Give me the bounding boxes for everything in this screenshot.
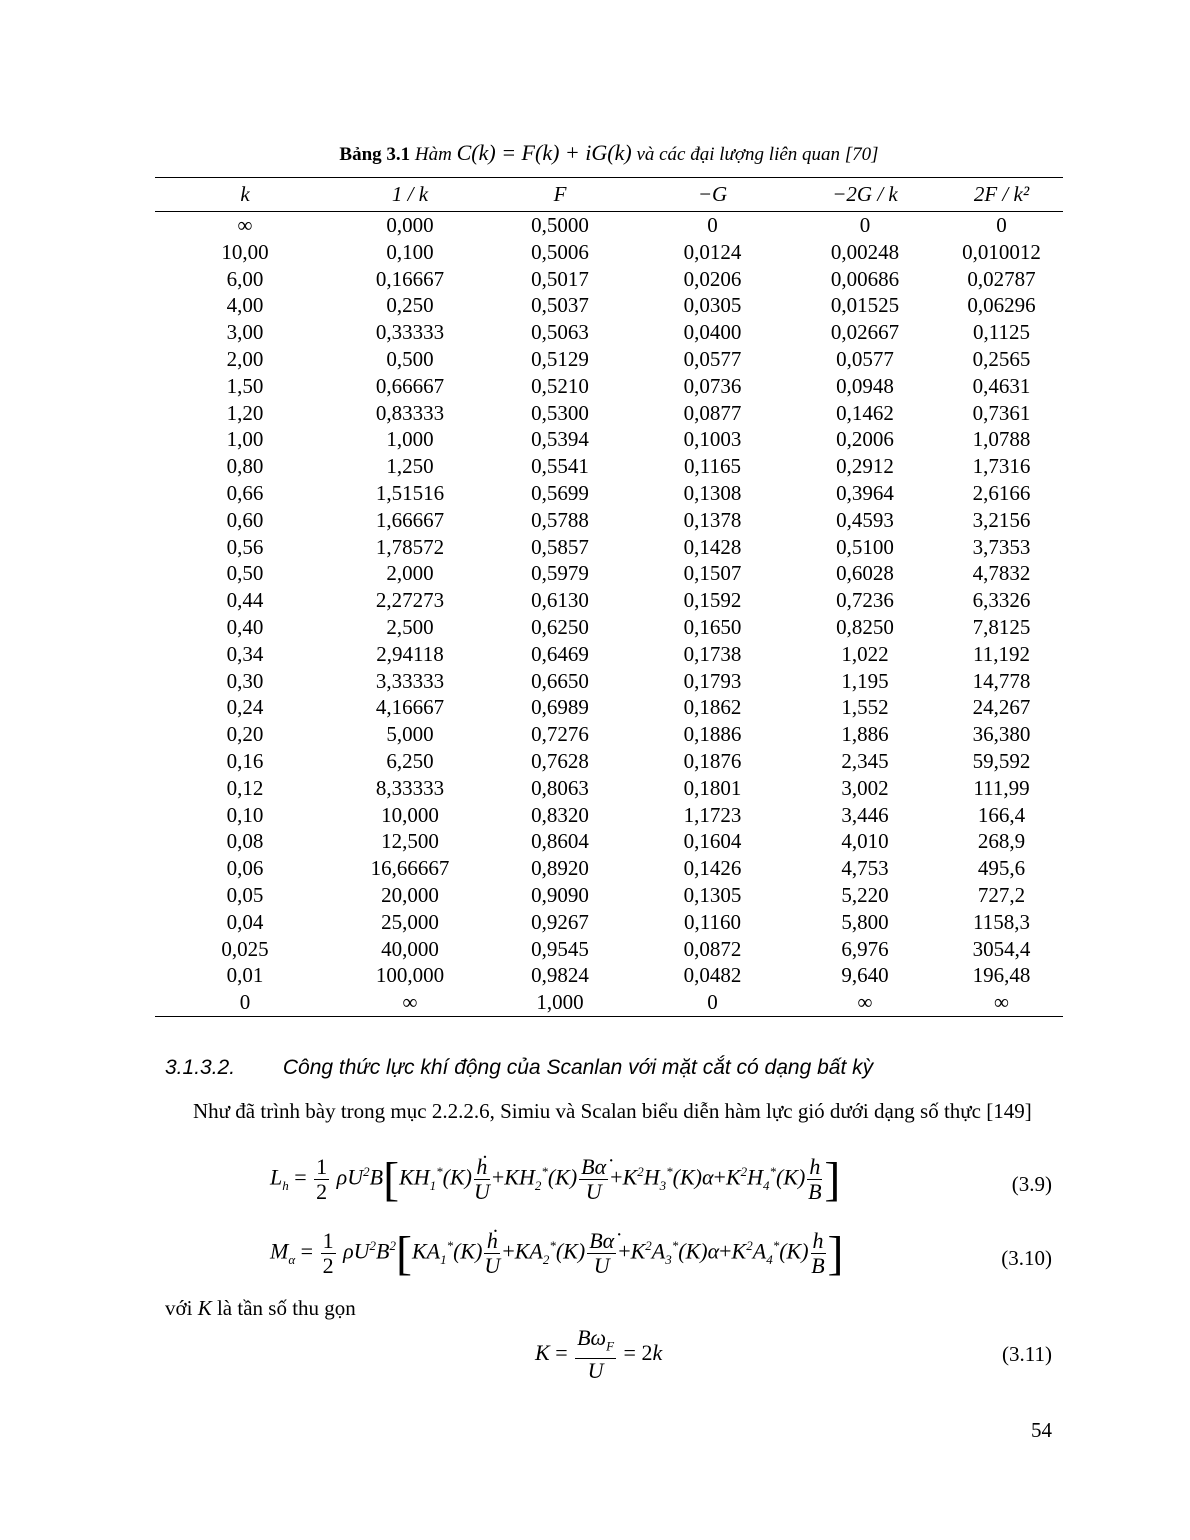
table-cell: 7,8125 [972, 614, 1031, 639]
table-cell: 0,100 [386, 239, 434, 264]
table-cell: 0,33333 [375, 320, 445, 345]
table-cell: 0,06296 [967, 293, 1036, 318]
table-cell: 0,7236 [836, 588, 894, 613]
table-cell: 0,02787 [967, 266, 1036, 291]
table-cell: 0,1801 [683, 775, 742, 800]
table-cell: 0,0305 [683, 293, 742, 318]
table-cell: 6,976 [841, 936, 889, 961]
table-row [155, 587, 1063, 614]
table-cell: 0,6989 [531, 695, 589, 720]
table-cell: 0,2565 [972, 346, 1031, 371]
table-cell: 0,9267 [531, 909, 589, 934]
table-cell: 0,5699 [531, 480, 589, 505]
table-cell: 0,1862 [683, 695, 742, 720]
mid-prefix: với [165, 1296, 193, 1320]
table-row [155, 748, 1063, 775]
table-cell: 1,00 [226, 427, 264, 452]
table-cell: 59,592 [972, 748, 1031, 773]
table-row [155, 400, 1063, 427]
equation-3-10-label: (3.10) [1001, 1246, 1052, 1270]
table-cell: 3,446 [841, 802, 889, 827]
table-cell: 2,000 [386, 561, 434, 586]
table-cell: 0,0877 [683, 400, 742, 425]
table-cell: 10,000 [381, 802, 439, 827]
header-f: F [485, 178, 635, 212]
table-row [155, 480, 1063, 507]
section-title: Công thức lực khí động của Scanlan với mặt cắt có dạng bất kỳ [282, 1056, 874, 1079]
table-cell: 36,380 [972, 722, 1031, 747]
table-cell: 0,08 [226, 829, 264, 854]
table-cell: 3,00 [226, 320, 264, 345]
table-cell: 0,1886 [683, 722, 742, 747]
table-cell: 0,0482 [683, 963, 742, 988]
table-cell: 0,6028 [836, 561, 894, 586]
table-cell: 111,99 [973, 775, 1030, 800]
table-cell: 0,8320 [531, 802, 589, 827]
table-cell: 0,1793 [683, 668, 742, 693]
body-paragraph: Như đã trình bày trong mục 2.2.2.6, Simiu và Scalan biểu diễn hàm lực gió dưới dạng số thực [149] [193, 1099, 1032, 1123]
table-cell: 0,1426 [683, 856, 742, 881]
table-cell: 0,5006 [531, 239, 589, 264]
table-cell: 0,010012 [962, 239, 1041, 264]
table-cell: 0,025 [221, 936, 269, 961]
table-cell: 5,000 [386, 722, 434, 747]
table-cell: 0,50 [226, 561, 264, 586]
table-cell: 1,51516 [375, 480, 445, 505]
table-cell: 1,022 [841, 641, 889, 666]
table-row [155, 641, 1063, 668]
table-cell: 4,7832 [972, 561, 1031, 586]
table-cell: 1,20 [226, 400, 264, 425]
table-cell: 0,7628 [531, 748, 589, 773]
table-cell: 0,10 [226, 802, 264, 827]
table-cell: 0,20 [226, 722, 264, 747]
table-cell: 0,66 [226, 480, 264, 505]
table-cell: 0,5037 [531, 293, 589, 318]
table-cell: 0,44 [226, 588, 264, 613]
page-number: 54 [1031, 1418, 1052, 1442]
table-cell: 495,6 [977, 856, 1026, 881]
table-cell: 0,6130 [531, 588, 589, 613]
table-cell: 0,5541 [531, 454, 589, 479]
table-cell: 0 [635, 989, 790, 1016]
table-row [155, 882, 1063, 909]
table-cell: 1,886 [841, 722, 889, 747]
table-cell: 1,000 [386, 427, 434, 452]
table-cell: ∞ [335, 989, 485, 1016]
table-row [155, 534, 1063, 561]
table-row [155, 962, 1063, 989]
table-cell: 25,000 [381, 909, 439, 934]
table-cell: 0,40 [226, 614, 264, 639]
table-cell: 0,5210 [531, 373, 589, 398]
table-cell: 1,66667 [375, 507, 445, 532]
equation-3-9: $L_h$ = $\frac{1}{2}$ $\rho U^2B[KH_1^*(K)$ $\frac{\text{ḣ}}{U}$ $+KH_2^*(K)$ $\frac{B\alphȧ}{U}$ $+K^2H_3^*(K)\alpha+K^2H_4^*(K)$ $\frac{h}{B}$ ] [270, 1153, 841, 1206]
equation-3-10: $M_\alpha$ = $\frac{1}{2}$ $\rho U^2B^2[KA_1^*(K)$ $\frac{\text{ḣ}}{U}$ $+KA_2^*(K)$ $\frac{B\alphȧ}{U}$ $+K^2A_3^*(K)\alpha+K^2A_4^*(K)$ $\frac{h}{B}$ ] [270, 1227, 844, 1280]
table-cell: 0,0872 [683, 936, 742, 961]
table-cell: 0,1305 [683, 882, 742, 907]
table-cell: 268,9 [977, 829, 1026, 854]
table-cell: 40,000 [381, 936, 439, 961]
table-cell: 0,30 [226, 668, 264, 693]
table-cell: 0,5129 [531, 346, 589, 371]
caption-prefix: Hàm [414, 144, 452, 165]
table-cell: 1,7316 [972, 454, 1031, 479]
table-cell: 0,34 [226, 641, 264, 666]
table-cell: 0,2912 [836, 454, 894, 479]
equation-3-11-label: (3.11) [1002, 1342, 1052, 1366]
table-row [155, 239, 1063, 266]
table-cell: 1,0788 [972, 427, 1031, 452]
header-inv-k: 1 / k [335, 178, 485, 212]
table-cell: 0,83333 [375, 400, 445, 425]
table-cell: 0,1462 [836, 400, 894, 425]
header-neg-g: −G [635, 178, 790, 212]
table-cell: 196,48 [972, 963, 1031, 988]
table-cell: 0,0124 [683, 239, 742, 264]
table-cell: 0,06 [226, 856, 264, 881]
table-cell: 0,9545 [531, 936, 589, 961]
table-cell: 0,66667 [375, 373, 445, 398]
table-cell: 0,1003 [683, 427, 742, 452]
table-cell: 0 [155, 989, 335, 1016]
table-cell: 0,16 [226, 748, 264, 773]
table-cell: 0,1165 [684, 454, 741, 479]
header-k: k [155, 178, 335, 212]
table-row [155, 212, 1063, 239]
table-cell: 0,5300 [531, 400, 589, 425]
reduced-frequency-text [165, 1296, 356, 1321]
table-row [155, 373, 1063, 400]
table-cell: 2,6166 [972, 480, 1031, 505]
table-cell: ∞ [790, 989, 940, 1016]
mid-var: K [197, 1296, 212, 1320]
table-cell: 0 [859, 213, 871, 237]
table-cell: 20,000 [381, 882, 439, 907]
table-cell: 0,1507 [683, 561, 742, 586]
table-cell: 0,0577 [683, 346, 742, 371]
table-cell: 3,33333 [375, 668, 445, 693]
table-cell: 0,8063 [531, 775, 589, 800]
table-caption [155, 140, 1063, 166]
table-cell: 11,192 [973, 641, 1030, 666]
table-cell: 0,1592 [683, 588, 742, 613]
section-number: 3.1.3.2. [165, 1056, 236, 1079]
table-cell: 5,220 [841, 882, 889, 907]
table-cell: 10,00 [221, 239, 269, 264]
table-cell: 5,800 [841, 909, 889, 934]
table-cell: 0,8920 [531, 856, 589, 881]
caption-label: Bảng 3.1 [339, 144, 411, 165]
table-row [155, 346, 1063, 373]
table-cell: 14,778 [972, 668, 1031, 693]
table-cell: 0,0577 [836, 346, 894, 371]
table-cell: 24,267 [972, 695, 1031, 720]
table-cell: 1,1723 [683, 802, 742, 827]
table-cell: 1,000 [485, 989, 635, 1016]
table-cell: 0,5788 [531, 507, 589, 532]
table-cell: 4,00 [226, 293, 264, 318]
table-cell: 0,9824 [531, 963, 589, 988]
table-cell: 0,01 [226, 963, 264, 988]
section-heading [165, 1056, 873, 1080]
table-cell: 2,00 [226, 346, 264, 371]
caption-suffix: và các đại lượng liên quan [70] [636, 144, 879, 165]
table-cell: 3054,4 [972, 936, 1031, 961]
table-cell: 0,0206 [683, 266, 742, 291]
table-cell: 0,4631 [972, 373, 1031, 398]
table-cell: 1,552 [841, 695, 889, 720]
table-row [155, 909, 1063, 936]
table-row [155, 426, 1063, 453]
equation-3-11: K = $\frac{B\omega_F}{U}$ = 2k [535, 1325, 663, 1384]
table-cell: 6,3326 [972, 588, 1031, 613]
table-cell: 4,753 [841, 856, 889, 881]
table-cell: 0,1160 [684, 909, 741, 934]
table-cell: 6,250 [386, 748, 434, 773]
table-cell: 9,640 [841, 963, 889, 988]
table-row [155, 775, 1063, 802]
header-2f-over-k2: 2F / k² [940, 178, 1063, 212]
caption-formula: C(k) = F(k) + iG(k) [456, 140, 632, 165]
table-row [155, 560, 1063, 587]
header-neg-2g-over-k: −2G / k [790, 178, 940, 212]
table-cell: 1158,3 [973, 909, 1030, 934]
table-cell: 8,33333 [375, 775, 445, 800]
table-cell: 0,16667 [375, 266, 445, 291]
table-cell: 0,8250 [836, 614, 894, 639]
table-cell: 0,0400 [683, 320, 742, 345]
table-cell: 0,0736 [683, 373, 742, 398]
data-table [155, 177, 1063, 1017]
table-row [155, 614, 1063, 641]
table-cell: 0 [707, 213, 718, 237]
table-row [155, 802, 1063, 829]
table-body [155, 212, 1063, 1017]
table-cell: 0,6650 [531, 668, 589, 693]
table-cell: 0,500 [386, 346, 434, 371]
table-cell: 0,250 [386, 293, 434, 318]
table-cell: 4,16667 [375, 695, 445, 720]
table-cell: 0,00248 [830, 239, 900, 264]
table-cell: 0,00686 [830, 266, 900, 291]
table-row [155, 936, 1063, 963]
table-row [155, 989, 1063, 1016]
table-cell: 2,27273 [375, 588, 445, 613]
table-cell: 0,05 [226, 882, 264, 907]
table-cell: 0,01525 [830, 293, 900, 318]
table-cell: 0,1428 [683, 534, 742, 559]
table-cell: ∞ [237, 213, 253, 237]
table-cell: 0,1876 [683, 748, 742, 773]
table-cell: 0,5017 [531, 266, 589, 291]
table-cell: 3,2156 [972, 507, 1031, 532]
table-row [155, 668, 1063, 695]
table-cell: 0,1308 [683, 480, 742, 505]
table-cell: 0,5857 [531, 534, 589, 559]
table-row [155, 507, 1063, 534]
table-cell: 4,010 [841, 829, 889, 854]
table-cell: 0,1125 [973, 320, 1030, 345]
table-cell: 1,50 [226, 373, 264, 398]
table-cell: 12,500 [381, 829, 439, 854]
table-cell: 0,8604 [531, 829, 589, 854]
table-cell: 0,12 [226, 775, 264, 800]
table-cell: 0,7276 [531, 722, 589, 747]
table-cell: 0,5100 [836, 534, 894, 559]
table-cell: 727,2 [977, 882, 1026, 907]
equation-3-9-label: (3.9) [1011, 1172, 1052, 1196]
table-cell: 3,7353 [972, 534, 1031, 559]
table-cell: 2,345 [841, 748, 889, 773]
table-cell: 0,1738 [683, 641, 742, 666]
table-cell: 0,1604 [683, 829, 742, 854]
table-cell: 1,195 [841, 668, 889, 693]
table-cell: 100,000 [375, 963, 445, 988]
table-cell: 0,6250 [531, 614, 589, 639]
table-cell: 6,00 [226, 266, 264, 291]
table-cell: 0,5979 [531, 561, 589, 586]
table-cell: 0,0948 [836, 373, 894, 398]
table-cell: 0,56 [226, 534, 264, 559]
table-cell: 0,7361 [972, 400, 1031, 425]
table-row [155, 694, 1063, 721]
table-cell: 1,78572 [375, 534, 445, 559]
table-row [155, 828, 1063, 855]
table-cell: 0,000 [386, 213, 434, 237]
table-row [155, 855, 1063, 882]
mid-suffix: là tần số thu gọn [216, 1296, 356, 1320]
table-header-row [155, 178, 1063, 212]
table-cell: 0,2006 [836, 427, 894, 452]
table-cell: 2,500 [386, 614, 434, 639]
table-cell: 0,9090 [531, 882, 589, 907]
table-cell: 16,66667 [370, 856, 450, 881]
table-cell: 0,5000 [531, 213, 589, 237]
table-row [155, 292, 1063, 319]
table-cell: 0,80 [226, 454, 264, 479]
table-cell: 0,1378 [683, 507, 742, 532]
table-cell: 0,02667 [830, 320, 900, 345]
table-cell: 2,94118 [376, 641, 444, 666]
table-cell: 0,04 [226, 909, 264, 934]
table-cell: 3,002 [841, 775, 889, 800]
table-row [155, 721, 1063, 748]
table-cell: 1,250 [386, 454, 434, 479]
table-cell: 0,60 [226, 507, 264, 532]
table-cell: 0,1650 [683, 614, 742, 639]
table-cell: 0,4593 [836, 507, 894, 532]
table-cell: 0,3964 [836, 480, 894, 505]
table-cell: 0,24 [226, 695, 264, 720]
table-cell: 0,5063 [531, 320, 589, 345]
table-row [155, 319, 1063, 346]
table-cell: 0 [996, 213, 1007, 237]
table-cell: 166,4 [977, 802, 1026, 827]
table-row [155, 453, 1063, 480]
table-cell: 0,6469 [531, 641, 589, 666]
table-cell: ∞ [940, 989, 1063, 1016]
table-cell: 0,5394 [531, 427, 589, 452]
table-row [155, 266, 1063, 293]
